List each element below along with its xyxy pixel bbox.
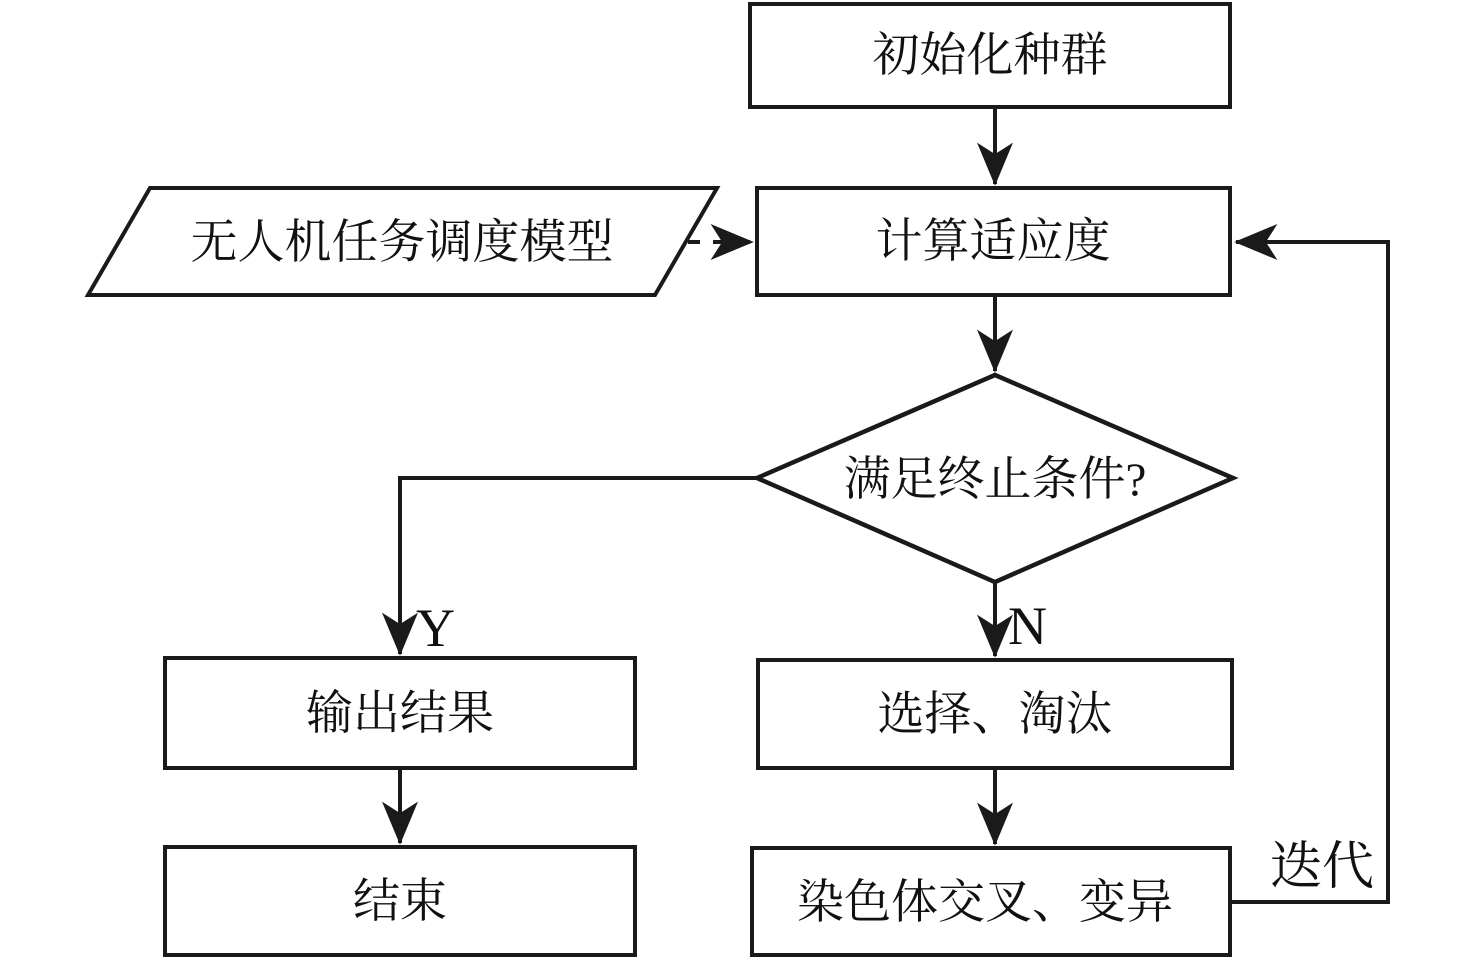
edge-label-iterate: 迭代 xyxy=(1269,839,1375,896)
edge-label-yes: Y xyxy=(416,598,455,658)
node-select-label: 选择、淘汰 xyxy=(877,689,1113,741)
node-decision xyxy=(757,375,1233,582)
node-end-label: 结束 xyxy=(353,876,447,928)
node-init xyxy=(750,4,1230,107)
node-crossover-label: 染色体交叉、变异 xyxy=(797,877,1173,929)
node-decision-label: 满足终止条件? xyxy=(843,454,1147,506)
edge-crossover-to-fitness-loop xyxy=(1230,242,1388,902)
node-fitness-label: 计算适应度 xyxy=(875,216,1111,268)
edge-label-no: N xyxy=(1008,596,1047,656)
node-select xyxy=(758,660,1232,768)
node-crossover xyxy=(752,848,1230,955)
node-init-label: 初始化种群 xyxy=(872,30,1108,82)
node-output-label: 输出结果 xyxy=(306,688,494,740)
node-end xyxy=(165,847,635,955)
node-output xyxy=(165,658,635,768)
node-fitness xyxy=(757,188,1230,295)
node-model xyxy=(88,188,717,295)
node-model-label: 无人机任务调度模型 xyxy=(190,217,614,269)
